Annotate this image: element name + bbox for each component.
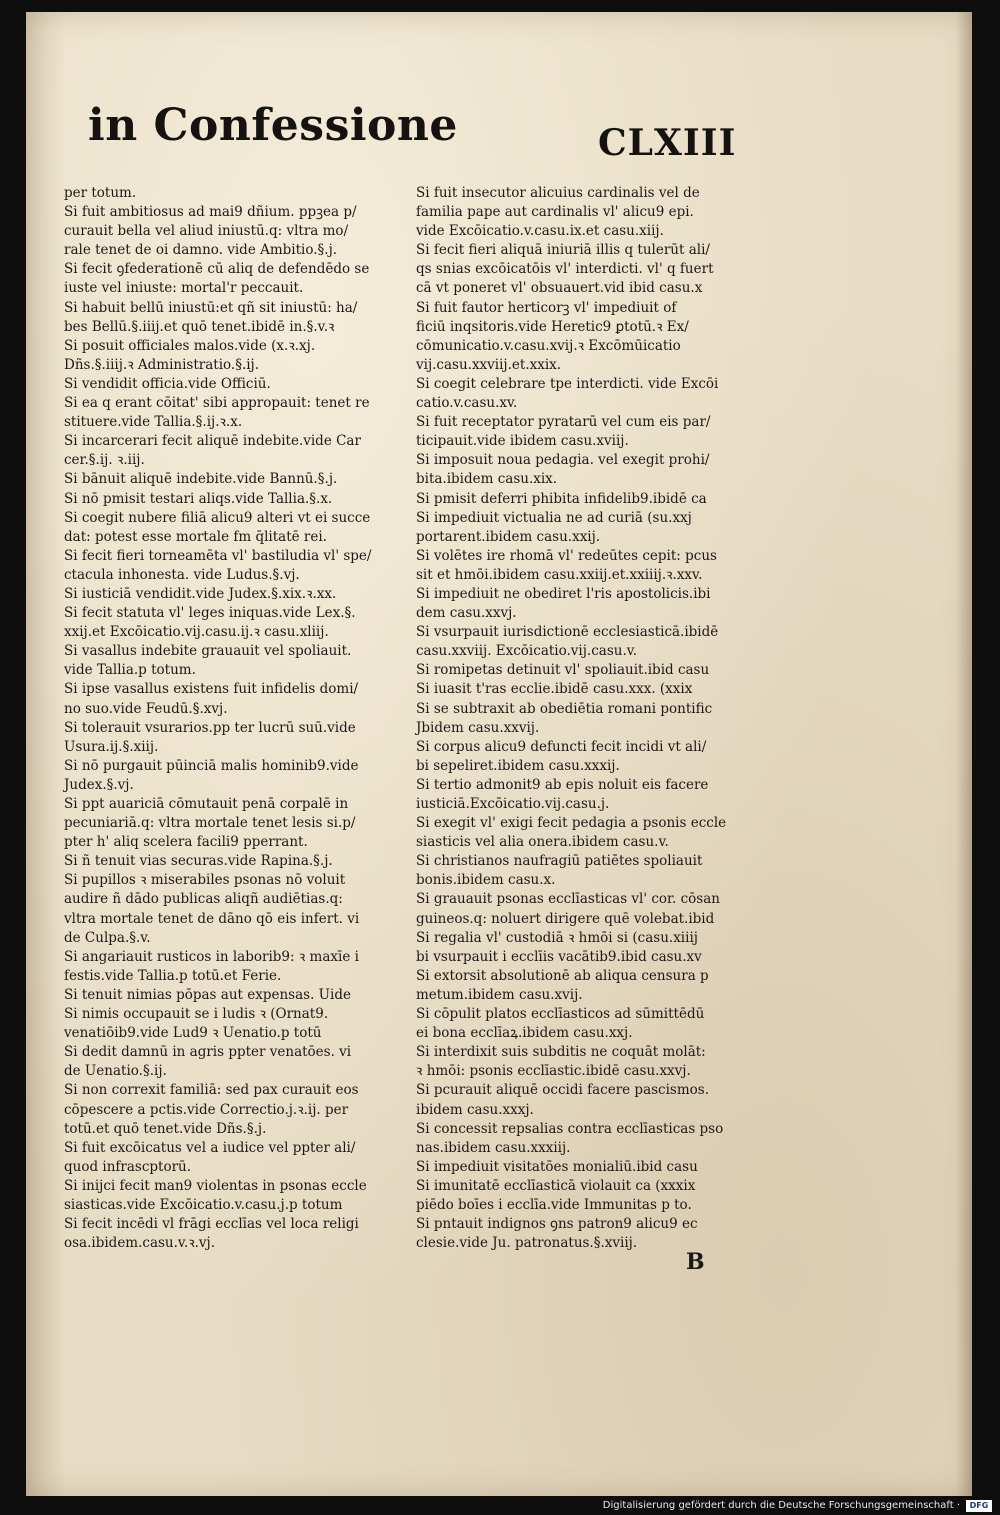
page-edge-shadow <box>956 12 972 1496</box>
text-line: Si ñ tenuit vias securas.vide Rapina.§.j. <box>64 853 333 870</box>
text-line: dem casu.xxvj. <box>416 605 517 622</box>
text-line: Si dedit damnū in agris ppter venatōes. vi <box>64 1044 352 1061</box>
text-line: sit et hmōi.ibidem casu.xxiij.et.xxiiij.ꝛ.xxv. <box>416 566 703 583</box>
text-line: piēdo boīes i ecclīa.vide Immunitas p to. <box>416 1196 692 1213</box>
text-line: siasticas.vide Excōicatio.v.casu.j.p totum <box>64 1196 343 1213</box>
text-line: metum.ibidem casu.xvij. <box>416 986 583 1003</box>
text-line: clesie.vide Ju. patronatus.§.xviij. <box>416 1235 638 1252</box>
text-line: cā vt poneret vl' obsuauert.vid ibid casu.x <box>416 280 703 297</box>
text-line: Si vendidit officia.vide Officiū. <box>64 375 271 392</box>
text-line: venatiōib9.vide Lud9 ꝛ Uenatio.p totū <box>64 1025 322 1042</box>
text-line: Si fuit ambitiosus ad mai9 dñium. ppꝫea p/ <box>64 204 357 221</box>
text-line: Si corpus alicu9 defuncti fecit incidi vt ali/ <box>416 738 707 755</box>
text-line: Si extorsit absolutionē ab aliqua censura p <box>416 967 709 984</box>
text-line: Si fuit excōicatus vel a iudice vel ppter ali/ <box>64 1139 356 1156</box>
text-line: Si impediuit victualia ne ad curiā (su.xxj <box>416 509 692 526</box>
text-line: cōpescere a pctis.vide Correctio.j.ꝛ.ij. per <box>64 1101 349 1118</box>
text-line: Si impediuit visitatōes monialiū.ibid casu <box>416 1158 698 1175</box>
text-line: Si nō purgauit pūinciā malis hominib9.vide <box>64 757 359 774</box>
text-line: vide Tallia.p totum. <box>64 662 196 679</box>
text-line: Si inijci fecit man9 violentas in psonas eccle <box>64 1177 367 1194</box>
text-line: xxij.et Excōicatio.vij.casu.ij.ꝛ casu.xliij. <box>64 624 329 641</box>
text-line: cōmunicatio.v.casu.xvij.ꝛ Excōmūicatio <box>416 337 681 354</box>
text-line: Si se subtraxit ab obediētia romani pontific <box>416 700 713 717</box>
text-line: Jbidem casu.xxvij. <box>416 719 540 736</box>
text-line: bi vsurpauit i ecclīis vacātib9.ibid casu.xv <box>416 948 702 965</box>
text-line: familia pape aut cardinalis vl' alicu9 epi. <box>416 204 694 221</box>
text-line: Si fecit fieri aliquā iniuriā illis q tulerūt ali/ <box>416 242 710 259</box>
text-line: Si tertio admonit9 ab epis noluit eis facere <box>416 776 709 793</box>
text-line: Si pmisit deferri phibita infidelib9.ibidē ca <box>416 490 707 507</box>
text-line: vltra mortale tenet de dāno qō eis infert. vi <box>64 910 360 927</box>
text-line: Si concessit repsalias contra ecclīasticas pso <box>416 1120 724 1137</box>
text-line: dat: potest esse mortale fm q̄litatē rei. <box>64 528 327 545</box>
text-line: audire ñ dādo publicas aliqñ audiētias.q: <box>64 891 343 908</box>
text-line: Si posuit officiales malos.vide (x.ꝛ.xj. <box>64 337 316 354</box>
text-line: casu.xxviij. Excōicatio.vij.casu.v. <box>416 643 638 660</box>
signature-mark: B <box>686 1249 705 1275</box>
text-line: Si interdixit suis subditis ne coquāt molāt: <box>416 1044 706 1061</box>
text-line: qs snias excōicatōis vl' interdicti. vl' q fuert <box>416 261 714 278</box>
folio-number: CLXIII <box>598 122 737 164</box>
text-line: guineos.q: noluert dirigere quē volebat.ibid <box>416 910 715 927</box>
text-line: Si ppt auariciā cōmutauit penā corpalē in <box>64 796 349 812</box>
text-line: Si fuit fautor herticorꝫ vl' impediuit of <box>416 299 677 316</box>
text-line: Si nō pmisit testari aliqs.vide Tallia.§.x. <box>64 490 333 507</box>
text-column-right <box>416 184 768 1253</box>
text-line: Si pcurauit aliquē occidi facere pascismos. <box>416 1082 710 1099</box>
text-line: osa.ibidem.casu.v.ꝛ.vj. <box>64 1235 216 1252</box>
text-line: Si coegit celebrare tpe interdicti. vide Excōi <box>416 375 719 392</box>
text-line: de Uenatio.§.ij. <box>64 1063 167 1080</box>
text-line: Si regalia vl' custodiā ꝛ hmōi si (casu.xiiij <box>416 929 698 946</box>
text-line: Si ipse vasallus existens fuit infidelis domi/ <box>64 681 359 698</box>
text-line: vide Excōicatio.v.casu.ix.et casu.xiij. <box>416 223 664 240</box>
text-line: catio.v.casu.xv. <box>416 395 518 412</box>
text-line: Si exegit vl' exigi fecit pedagia a psonis eccle <box>416 815 727 832</box>
text-line: de Culpa.§.v. <box>64 929 151 946</box>
text-line: Si grauauit psonas ecclīasticas vl' cor. cōsan <box>416 891 720 908</box>
scanned-page <box>26 12 972 1496</box>
text-line: iuste vel iniuste: mortal'r peccauit. <box>64 280 304 297</box>
text-line: Si vasallus indebite grauauit vel spoliauit. <box>64 643 352 660</box>
text-line: Dñs.§.iiij.ꝛ Administratio.§.ij. <box>64 356 260 373</box>
text-line: Si incarcerari fecit aliquē indebite.vide Car <box>64 433 361 450</box>
text-line: curauit bella vel aliud iniustū.q: vltra mo/ <box>64 223 349 240</box>
text-line: Si non correxit familiā: sed pax curauit eos <box>64 1082 359 1099</box>
running-head-title: in Confessione <box>88 100 458 151</box>
text-line: Si romipetas detinuit vl' spoliauit.ibid casu <box>416 662 710 679</box>
text-line: quod infrascptorū. <box>64 1158 192 1175</box>
text-line: Si pupillos ꝛ miserabiles psonas nō voluit <box>64 872 346 889</box>
text-line: per totum. <box>64 185 137 201</box>
text-line: Si vsurpauit iurisdictionē ecclesiasticā.ibidē <box>416 624 719 641</box>
text-line: Si bānuit aliquē indebite.vide Bannū.§.j. <box>64 471 338 488</box>
text-line: bi sepeliret.ibidem casu.xxxij. <box>416 757 620 774</box>
text-line: Si tenuit nimias pōpas aut expensas. Uide <box>64 986 351 1003</box>
text-line: stituere.vide Tallia.§.ij.ꝛ.x. <box>64 414 243 431</box>
text-line: Si nimis occupauit se i ludis ꝛ (Ornat9. <box>64 1006 329 1023</box>
text-line: siasticis vel alia onera.ibidem casu.v. <box>416 834 669 851</box>
text-line: Si fuit insecutor alicuius cardinalis vel de <box>416 185 700 201</box>
text-line: Usura.ij.§.xiij. <box>64 738 159 755</box>
text-line: no suo.vide Feudū.§.xvj. <box>64 700 228 717</box>
text-line: ꝛ hmōi: psonis ecclīastic.ibidē casu.xxvj. <box>416 1063 691 1080</box>
footer-bar <box>0 1497 1000 1515</box>
text-line: Si fecit statuta vl' leges iniquas.vide Lex.§. <box>64 605 356 622</box>
text-line: pecuniariā.q: vltra mortale tenet lesis si.p/ <box>64 815 356 832</box>
text-line: Si ea q erant cōitat' sibi appropauit: tenet re <box>64 395 370 412</box>
text-line: ficiū inqsitoris.vide Heretic9 ꝑtotū.ꝛ Ex/ <box>416 318 689 335</box>
text-line: iusticiā.Excōicatio.vij.casu.j. <box>416 796 610 812</box>
text-line: bita.ibidem casu.xix. <box>416 471 558 488</box>
text-line: Si fuit receptator pyratarū vel cum eis par/ <box>416 414 711 431</box>
text-line: bes Bellū.§.iiij.et quō tenet.ibidē in.§.v.ꝛ <box>64 318 335 335</box>
text-line: Si fecit ꝯfederationē cū aliq de defendēdo se <box>64 261 370 278</box>
text-column-left <box>64 184 412 1253</box>
text-line: rale tenet de oi damno. vide Ambitio.§.j. <box>64 242 338 259</box>
text-line: ei bona ecclīaꝝ.ibidem casu.xxj. <box>416 1025 633 1042</box>
text-line: Si pntauit indignos ꝯns patron9 alicu9 ec <box>416 1216 698 1233</box>
text-line: Si fecit incēdi vl frāgi ecclīas vel loca religi <box>64 1216 359 1233</box>
footer-credit: Digitalisierung gefördert durch die Deutsche Forschungsgemeinschaft · <box>602 1500 960 1511</box>
text-line: Si imunitatē ecclīasticā violauit ca (xxxix <box>416 1177 696 1194</box>
text-line: ibidem casu.xxxj. <box>416 1101 534 1118</box>
text-line: Si habuit bellū iniustū:et qñ sit iniustū: ha/ <box>64 299 358 316</box>
text-line: Si cōpulit platos ecclīasticos ad sūmittēdū <box>416 1006 705 1023</box>
text-line: Si christianos naufragiū patiētes spoliauit <box>416 853 703 870</box>
text-line: Si volētes ire rhomā vl' redeūtes cepit: pcus <box>416 547 717 564</box>
text-line: pter h' aliq scelera facili9 pperrant. <box>64 834 308 851</box>
text-line: Si impediuit ne obediret l'ris apostolicis.ibi <box>416 585 711 602</box>
text-line: nas.ibidem casu.xxxiij. <box>416 1139 571 1156</box>
text-line: Si fecit fieri torneamēta vl' bastiludia vl' spe/ <box>64 547 372 564</box>
text-line: cer.§.ij. ꝛ.iij. <box>64 452 145 469</box>
text-line: Si angariauit rusticos in laborib9: ꝛ maxīe i <box>64 948 359 965</box>
text-line: portarent.ibidem casu.xxij. <box>416 528 601 545</box>
text-line: ticipauit.vide ibidem casu.xviij. <box>416 433 629 450</box>
text-line: Si coegit nubere filiā alicu9 alteri vt ei succe <box>64 509 371 526</box>
text-line: Si imposuit noua pedagia. vel exegit prohi/ <box>416 452 710 469</box>
text-line: Judex.§.vj. <box>64 776 134 793</box>
text-line: Si iuasit t'ras ecclie.ibidē casu.xxx. (xxix <box>416 681 693 698</box>
dfg-logo: DFG <box>966 1500 992 1512</box>
text-line: vij.casu.xxviij.et.xxix. <box>416 356 562 373</box>
text-line: bonis.ibidem casu.x. <box>416 872 556 889</box>
text-line: festis.vide Tallia.p totū.et Ferie. <box>64 967 282 984</box>
text-line: Si iusticiā vendidit.vide Judex.§.xix.ꝛ.xx. <box>64 585 337 602</box>
text-line: totū.et quō tenet.vide Dñs.§.j. <box>64 1120 267 1137</box>
text-line: ctacula inhonesta. vide Ludus.§.vj. <box>64 566 300 583</box>
text-line: Si tolerauit vsurarios.pp ter lucrū suū.vide <box>64 719 356 736</box>
